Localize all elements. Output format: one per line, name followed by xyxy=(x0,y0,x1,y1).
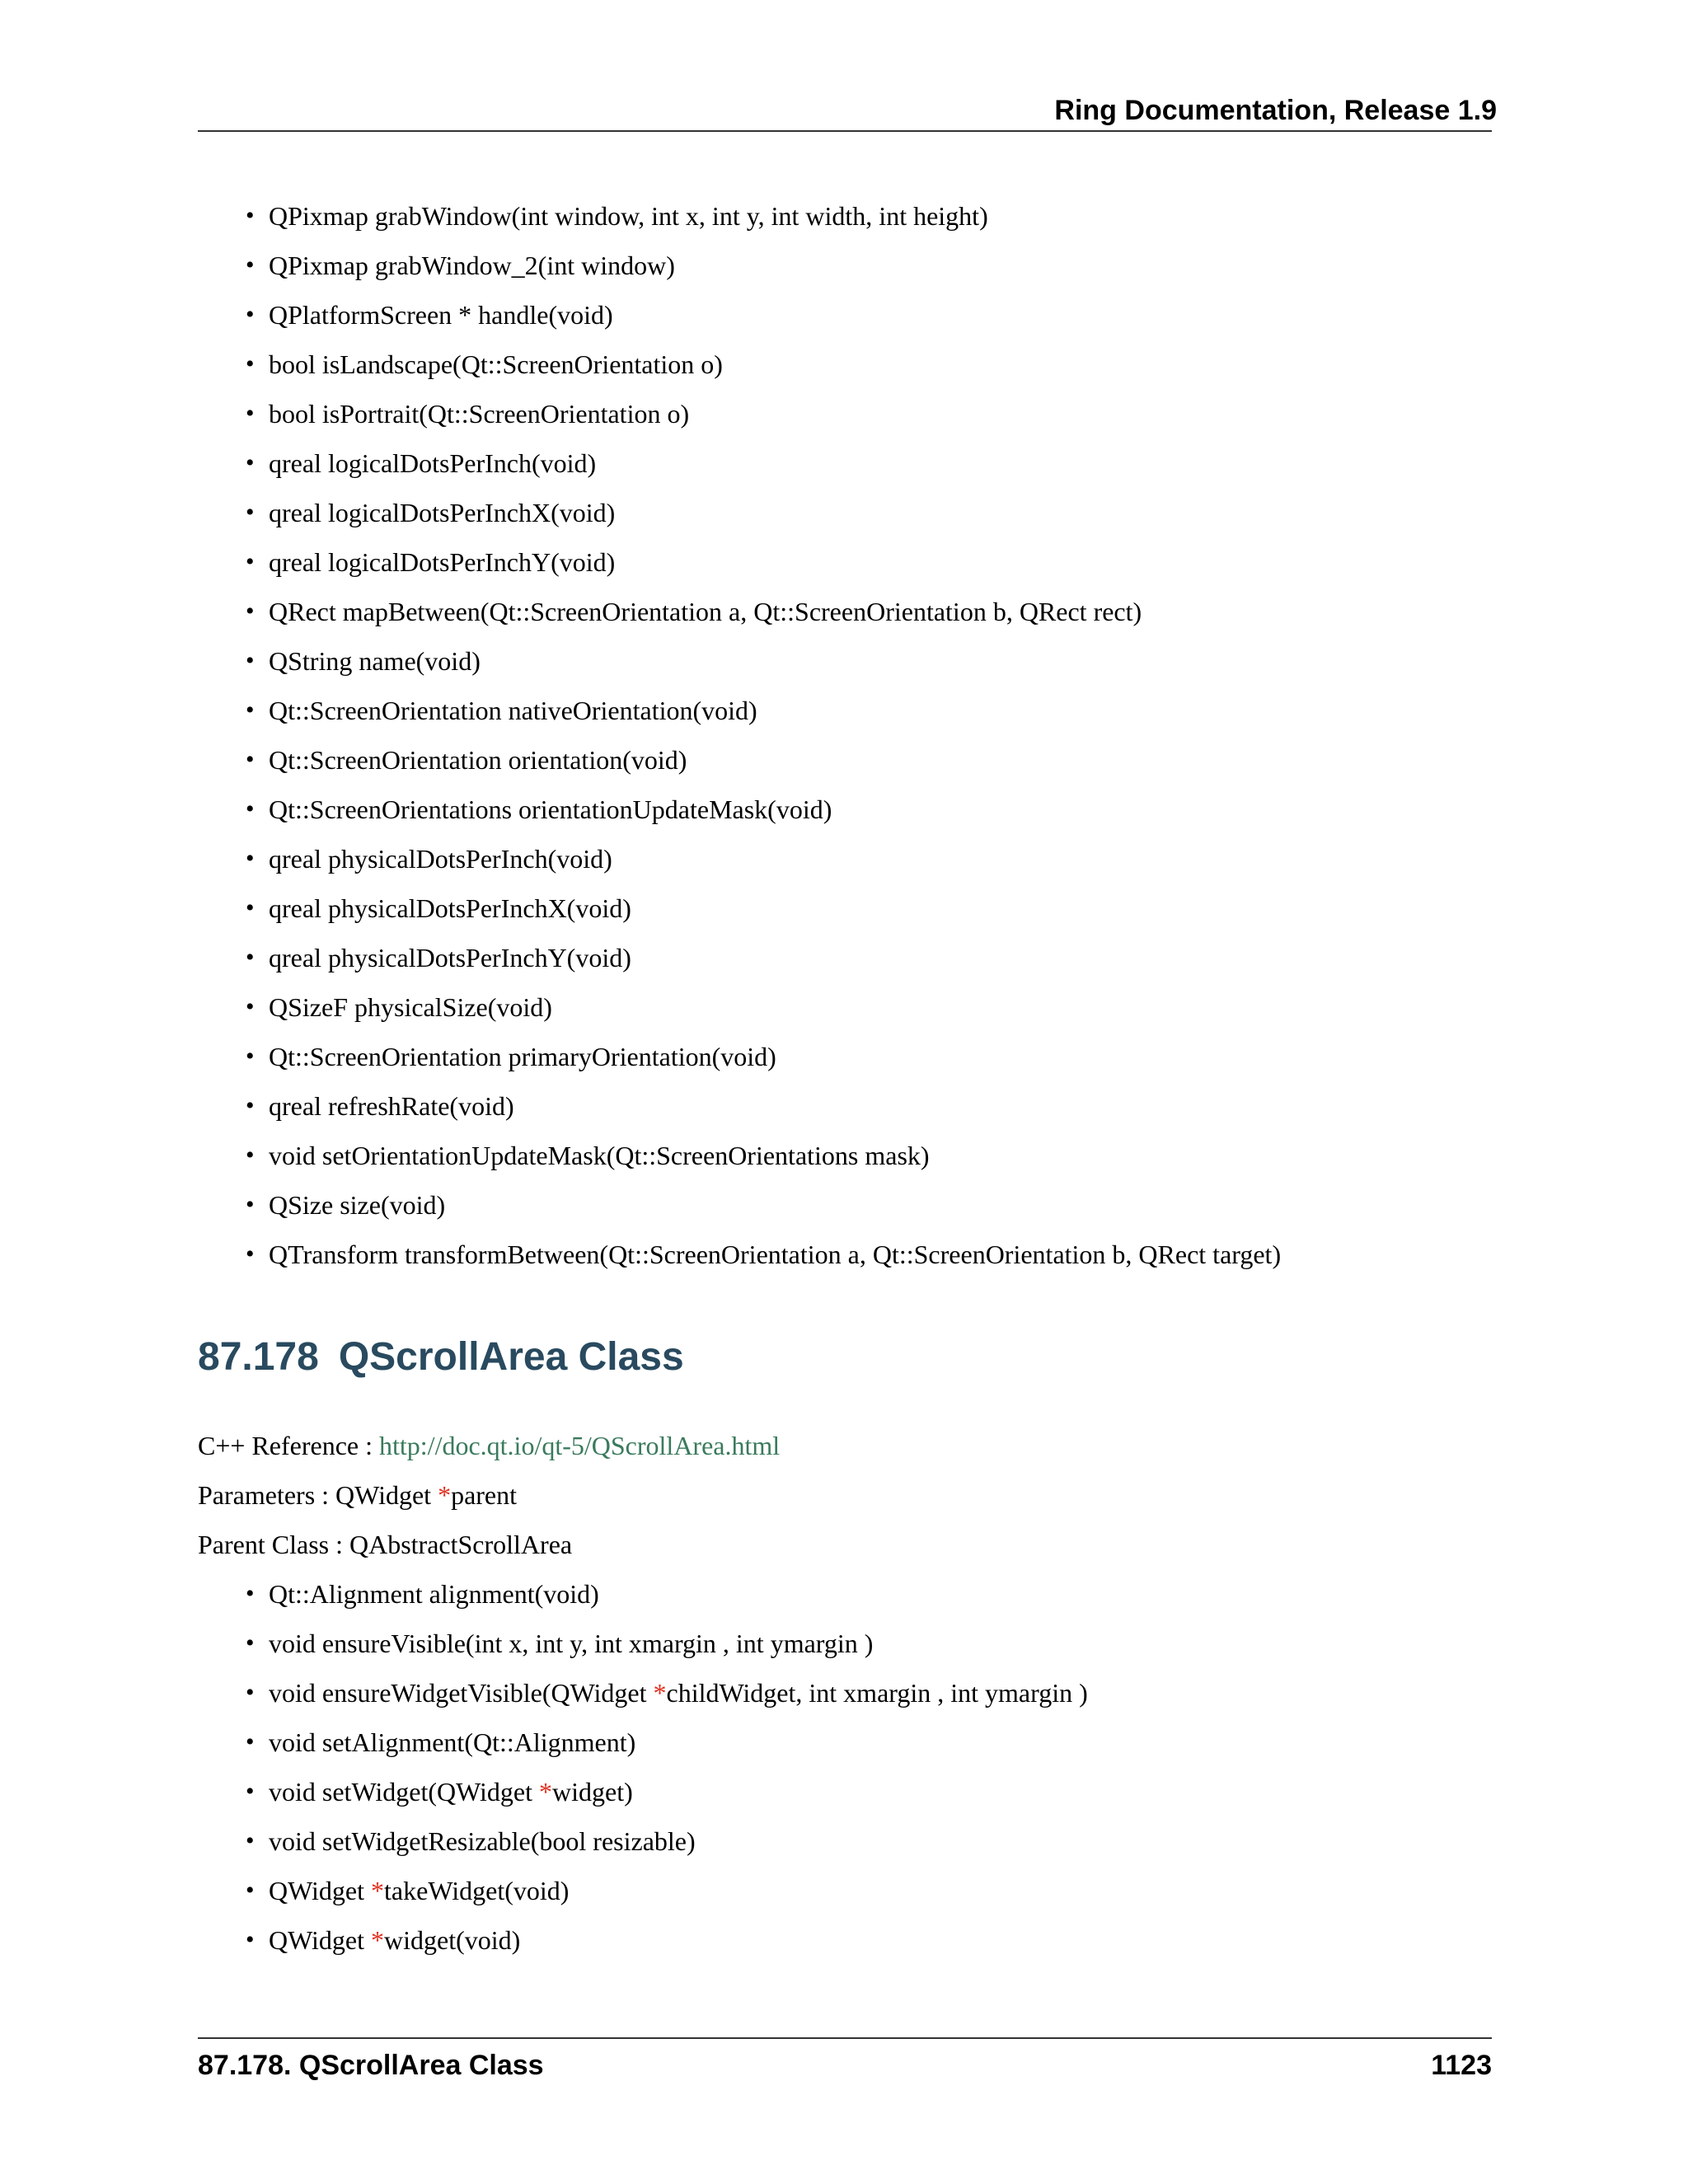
method-signature: QPlatformScreen * handle(void) xyxy=(269,300,613,330)
bullet-icon: • xyxy=(246,251,255,279)
method-item xyxy=(246,1236,1282,1286)
section-title: QScrollArea Class xyxy=(338,1335,684,1379)
method-signature: QRect mapBetween(Qt::ScreenOrientation a, Qt::ScreenOrientation b, QRect rect) xyxy=(269,597,1142,626)
bullet-icon: • xyxy=(246,202,255,229)
method-signature-rest: childWidget, int xmargin , int ymargin ) xyxy=(666,1678,1088,1708)
bullet-icon: • xyxy=(246,1679,255,1706)
bullet-icon: • xyxy=(246,1728,255,1755)
bullet-icon: • xyxy=(246,1629,255,1657)
bullet-icon: • xyxy=(246,795,255,823)
method-item xyxy=(246,742,1281,791)
method-signature: qreal logicalDotsPerInch(void) xyxy=(269,448,597,478)
bullet-icon: • xyxy=(246,944,255,971)
bullet-icon: • xyxy=(246,647,255,674)
running-header-title: Ring Documentation, Release 1.9 xyxy=(1054,95,1497,126)
cpp-reference-label: C++ Reference : xyxy=(198,1431,379,1460)
method-signature: bool isLandscape(Qt::ScreenOrientation o) xyxy=(269,349,723,379)
bullet-icon: • xyxy=(246,301,255,328)
bullet-icon: • xyxy=(246,449,255,476)
method-item xyxy=(246,1922,1088,1971)
method-item xyxy=(246,1137,1281,1187)
method-signature: qreal physicalDotsPerInch(void) xyxy=(269,844,612,874)
method-signature-rest: widget) xyxy=(552,1777,633,1807)
method-item xyxy=(246,1576,1088,1625)
method-signature: void setWidgetResizable(bool resizable) xyxy=(269,1826,696,1856)
pointer-star: * xyxy=(539,1777,553,1807)
method-signature: QWidget xyxy=(269,1876,372,1905)
method-item xyxy=(246,1872,1088,1922)
header-rule xyxy=(198,130,1492,132)
method-item xyxy=(246,1038,1281,1088)
method-item xyxy=(246,396,1281,445)
method-signature: void ensureVisible(int x, int y, int xmargin , int ymargin ) xyxy=(269,1629,874,1658)
method-signature: QWidget xyxy=(269,1925,372,1955)
footer-rule xyxy=(198,2037,1492,2039)
method-signature: Qt::ScreenOrientation primaryOrientation(void) xyxy=(269,1042,776,1071)
method-signature: Qt::ScreenOrientation orientation(void) xyxy=(269,745,687,775)
method-item xyxy=(246,1625,1088,1675)
pointer-star: * xyxy=(653,1678,667,1708)
section-heading xyxy=(198,1332,684,1383)
bullet-icon: • xyxy=(246,1240,255,1268)
pointer-star: * xyxy=(438,1480,452,1510)
parameters-line xyxy=(198,1477,517,1513)
method-signature: QTransform transformBetween(Qt::ScreenOrientation a, Qt::ScreenOrientation b, QRect target) xyxy=(269,1240,1282,1269)
method-signature: QPixmap grabWindow(int window, int x, int y, int width, int height) xyxy=(269,201,988,231)
method-signature: QSizeF physicalSize(void) xyxy=(269,992,552,1022)
bullet-icon: • xyxy=(246,1141,255,1169)
method-signature: void setWidget(QWidget xyxy=(269,1777,540,1807)
method-signature: qreal physicalDotsPerInchX(void) xyxy=(269,893,631,923)
method-item xyxy=(246,494,1281,544)
method-item xyxy=(246,791,1281,841)
section-number: 87.178 xyxy=(198,1335,319,1379)
bullet-icon: • xyxy=(246,400,255,427)
bullet-icon: • xyxy=(246,350,255,377)
method-signature: bool isPortrait(Qt::ScreenOrientation o) xyxy=(269,399,690,429)
method-item xyxy=(246,1088,1281,1137)
method-item xyxy=(246,989,1281,1038)
method-signature: qreal logicalDotsPerInchY(void) xyxy=(269,547,616,577)
bullet-icon: • xyxy=(246,1580,255,1607)
method-item xyxy=(246,198,1281,247)
page-number: 1123 xyxy=(1431,2050,1492,2081)
method-item xyxy=(246,1774,1088,1823)
cpp-reference-link[interactable]: http://doc.qt.io/qt-5/QScrollArea.html xyxy=(379,1431,781,1460)
method-signature: void setOrientationUpdateMask(Qt::ScreenOrientations mask) xyxy=(269,1141,930,1170)
qscreen-method-list xyxy=(246,198,1282,1286)
method-signature: QPixmap grabWindow_2(int window) xyxy=(269,251,675,280)
bullet-icon: • xyxy=(246,696,255,724)
bullet-icon: • xyxy=(246,1778,255,1805)
parameters-value: parent xyxy=(451,1480,518,1510)
parent-class-line: Parent Class : QAbstractScrollArea xyxy=(198,1530,573,1559)
method-signature: qreal physicalDotsPerInchY(void) xyxy=(269,943,631,972)
method-signature-rest: widget(void) xyxy=(384,1925,521,1955)
bullet-icon: • xyxy=(246,1191,255,1218)
bullet-icon: • xyxy=(246,598,255,625)
method-item xyxy=(246,643,1281,692)
method-signature: qreal refreshRate(void) xyxy=(269,1091,514,1121)
method-signature: qreal logicalDotsPerInchX(void) xyxy=(269,498,616,527)
method-item xyxy=(246,445,1281,494)
pointer-star: * xyxy=(371,1925,385,1955)
method-item xyxy=(246,1675,1088,1724)
method-item xyxy=(246,297,1281,346)
method-signature: void setAlignment(Qt::Alignment) xyxy=(269,1727,636,1757)
bullet-icon: • xyxy=(246,1827,255,1854)
bullet-icon: • xyxy=(246,1926,255,1953)
footer-section-label: 87.178. QScrollArea Class xyxy=(198,2050,544,2081)
method-item xyxy=(246,346,1281,396)
method-item xyxy=(246,593,1281,643)
cpp-reference-line xyxy=(198,1427,780,1464)
bullet-icon: • xyxy=(246,1092,255,1119)
method-signature: Qt::ScreenOrientations orientationUpdateMask(void) xyxy=(269,794,832,824)
method-signature: QSize size(void) xyxy=(269,1190,446,1220)
bullet-icon: • xyxy=(246,845,255,872)
bullet-icon: • xyxy=(246,894,255,921)
method-item xyxy=(246,1724,1088,1774)
method-item xyxy=(246,890,1281,940)
method-signature: Qt::ScreenOrientation nativeOrientation(void) xyxy=(269,696,757,725)
parameters-label: Parameters : QWidget xyxy=(198,1480,438,1510)
method-item xyxy=(246,1823,1088,1872)
method-signature-rest: takeWidget(void) xyxy=(384,1876,570,1905)
bullet-icon: • xyxy=(246,746,255,773)
method-item xyxy=(246,940,1281,989)
bullet-icon: • xyxy=(246,1043,255,1070)
method-item xyxy=(246,247,1281,297)
bullet-icon: • xyxy=(246,993,255,1020)
pointer-star: * xyxy=(371,1876,385,1905)
method-signature: void ensureWidgetVisible(QWidget xyxy=(269,1678,654,1708)
method-signature: QString name(void) xyxy=(269,646,481,676)
method-item xyxy=(246,1187,1281,1236)
bullet-icon: • xyxy=(246,1877,255,1904)
bullet-icon: • xyxy=(246,499,255,526)
method-item xyxy=(246,841,1281,890)
bullet-icon: • xyxy=(246,548,255,575)
method-item xyxy=(246,692,1281,742)
qscrollarea-method-list xyxy=(246,1576,1088,1971)
method-item xyxy=(246,544,1281,593)
method-signature: Qt::Alignment alignment(void) xyxy=(269,1579,599,1609)
